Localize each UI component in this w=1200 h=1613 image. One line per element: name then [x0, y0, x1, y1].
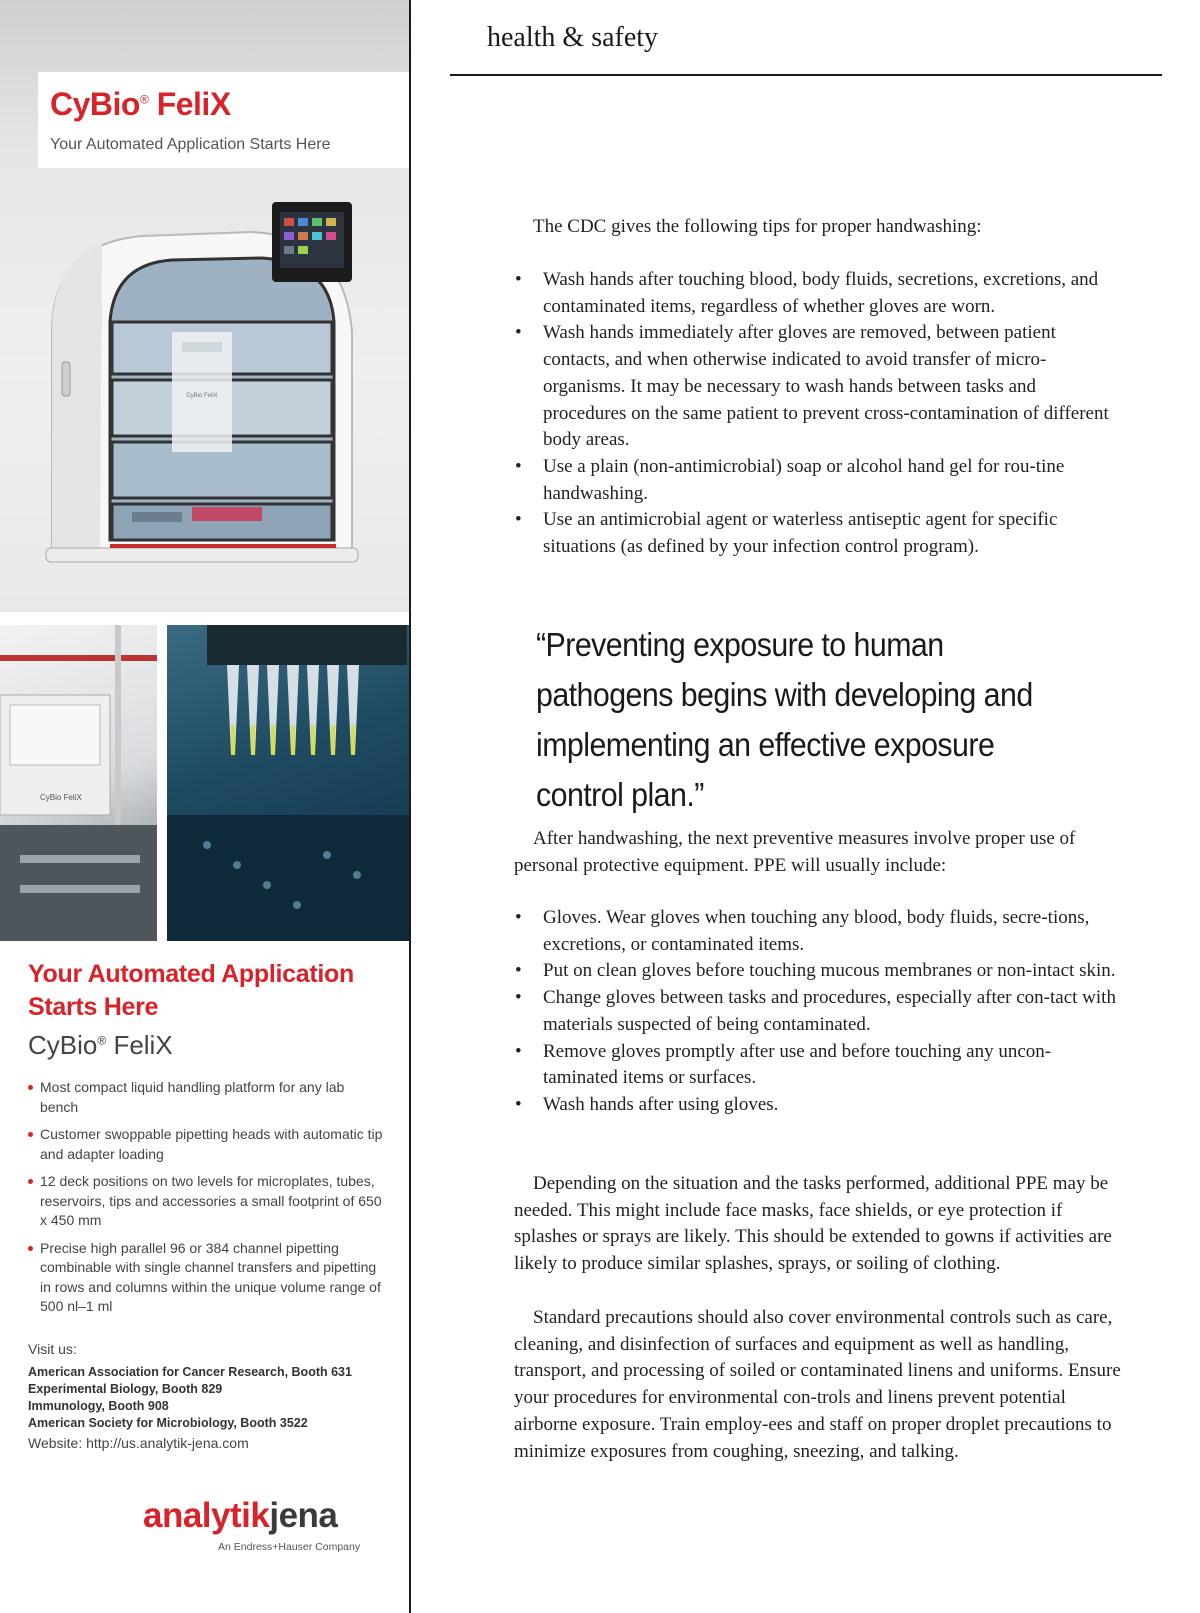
column-divider [409, 0, 411, 1613]
ad-feature-item: Customer swoppable pipetting heads with automatic tip and adapter loading [28, 1125, 383, 1164]
ad-photo-strip [0, 625, 410, 941]
pull-quote: “Preventing exposure to human pathogens begins with developing and implementing an effective exposure control plan.” [536, 626, 1033, 813]
header-rule [450, 74, 1162, 76]
list-item: • Use an antimicrobial agent or waterless antiseptic agent for specific situations (as defined by your infection control program). [514, 507, 1124, 560]
list-item: • Remove gloves promptly after use and before touching any uncon-taminated items or surfaces. [514, 1039, 1124, 1092]
ppe-list [514, 905, 1124, 1119]
list-item: • Put on clean gloves before touching mucous membranes or non-intact skin. [514, 958, 1124, 985]
ad-booth-item: Immunology, Booth 908 [28, 1399, 169, 1413]
ad-brand-title: CyBio® FeliX [50, 86, 231, 122]
standard-precautions-paragraph: Standard precautions should also cover environmental controls such as care, cleaning, and disinfection of surfaces and equipment as well as handling, transport, and processing of soiled or contaminated linens and uniforms. Ensure your procedures for environmental con-trols and linens prevent potential airborne exposure. Train employ-ees and staff on proper droplet precautions to minimize exposures from coughing, sneezing, and talking. [514, 1307, 1121, 1462]
ad-visit-label: Visit us: [28, 1341, 77, 1357]
handwashing-tips-list [514, 267, 1124, 561]
ad-booth-item: American Association for Cancer Research, Booth 631 [28, 1365, 352, 1379]
ad-feature-list [28, 1078, 383, 1325]
ad-booth-item: Experimental Biology, Booth 829 [28, 1382, 223, 1396]
ad-headline: Your Automated Application Starts Here [28, 960, 354, 1021]
ad-booth-item: American Society for Microbiology, Booth 3522 [28, 1416, 308, 1430]
list-item: • Wash hands after touching blood, body fluids, secretions, excretions, and contaminated items, regardless of whether gloves are worn. [514, 267, 1124, 320]
advertisement [0, 0, 410, 1613]
ad-product-name: CyBio® FeliX [28, 1030, 173, 1060]
additional-ppe-paragraph: Depending on the situation and the tasks performed, additional PPE may be needed. This might include face masks, face shields, or eye protection if splashes or sprays are likely. This should be extended to gowns if activities are likely to produce similar splashes, sprays, or soiling of clothing. [514, 1173, 1112, 1275]
list-item: • Wash hands immediately after gloves are removed, between patient contacts, and when otherwise indicated to avoid transfer of micro-organisms. It may be necessary to wash hands between tasks and procedures on the same patient to prevent cross-contamination of different body areas. [514, 320, 1124, 454]
ad-feature-item: Precise high parallel 96 or 384 channel pipetting combinable with single channel transfers and pipetting in rows and columns within the unique volume range of 500 nl–1 ml [28, 1239, 383, 1317]
ad-feature-item: Most compact liquid handling platform for any lab bench [28, 1078, 383, 1117]
ad-product-hero [0, 0, 410, 612]
liquid-handler-illustration [22, 192, 372, 572]
list-item: • Wash hands after using gloves. [514, 1092, 1124, 1119]
list-item: • Use a plain (non-antimicrobial) soap or alcohol hand gel for rou-tine handwashing. [514, 454, 1124, 507]
ad-feature-item: 12 deck positions on two levels for microplates, tubes, reservoirs, tips and accessories a small footprint of 650 x 450 mm [28, 1172, 383, 1231]
section-label: health & safety [487, 22, 659, 53]
machine-inner-label: CyBio FeliX [186, 393, 218, 399]
ad-banner [38, 72, 410, 168]
analytik-jena-logo: analytikjena [143, 1496, 338, 1535]
handwashing-intro: The CDC gives the following tips for proper handwashing: [533, 216, 982, 237]
logo-subtitle: An Endress+Hauser Company [218, 1541, 361, 1553]
ppe-intro: After handwashing, the next preventive measures involve proper use of personal protective equipment. PPE will usually include: [514, 828, 1076, 876]
ad-website-link[interactable]: Website: http://us.analytik-jena.com [28, 1435, 249, 1451]
list-item: • Change gloves between tasks and procedures, especially after con-tact with materials suspected of being contaminated. [514, 985, 1124, 1038]
ad-photo-pipette-tips [167, 625, 410, 941]
list-item: • Gloves. Wear gloves when touching any blood, body fluids, secre-tions, excretions, or contaminated items. [514, 905, 1124, 958]
ad-photo-instrument-closeup [0, 625, 157, 941]
ad-booth-list [28, 1364, 388, 1432]
ad-tagline: Your Automated Application Starts Here [50, 136, 331, 153]
photo-machine-label: CyBio FeliX [40, 793, 82, 802]
